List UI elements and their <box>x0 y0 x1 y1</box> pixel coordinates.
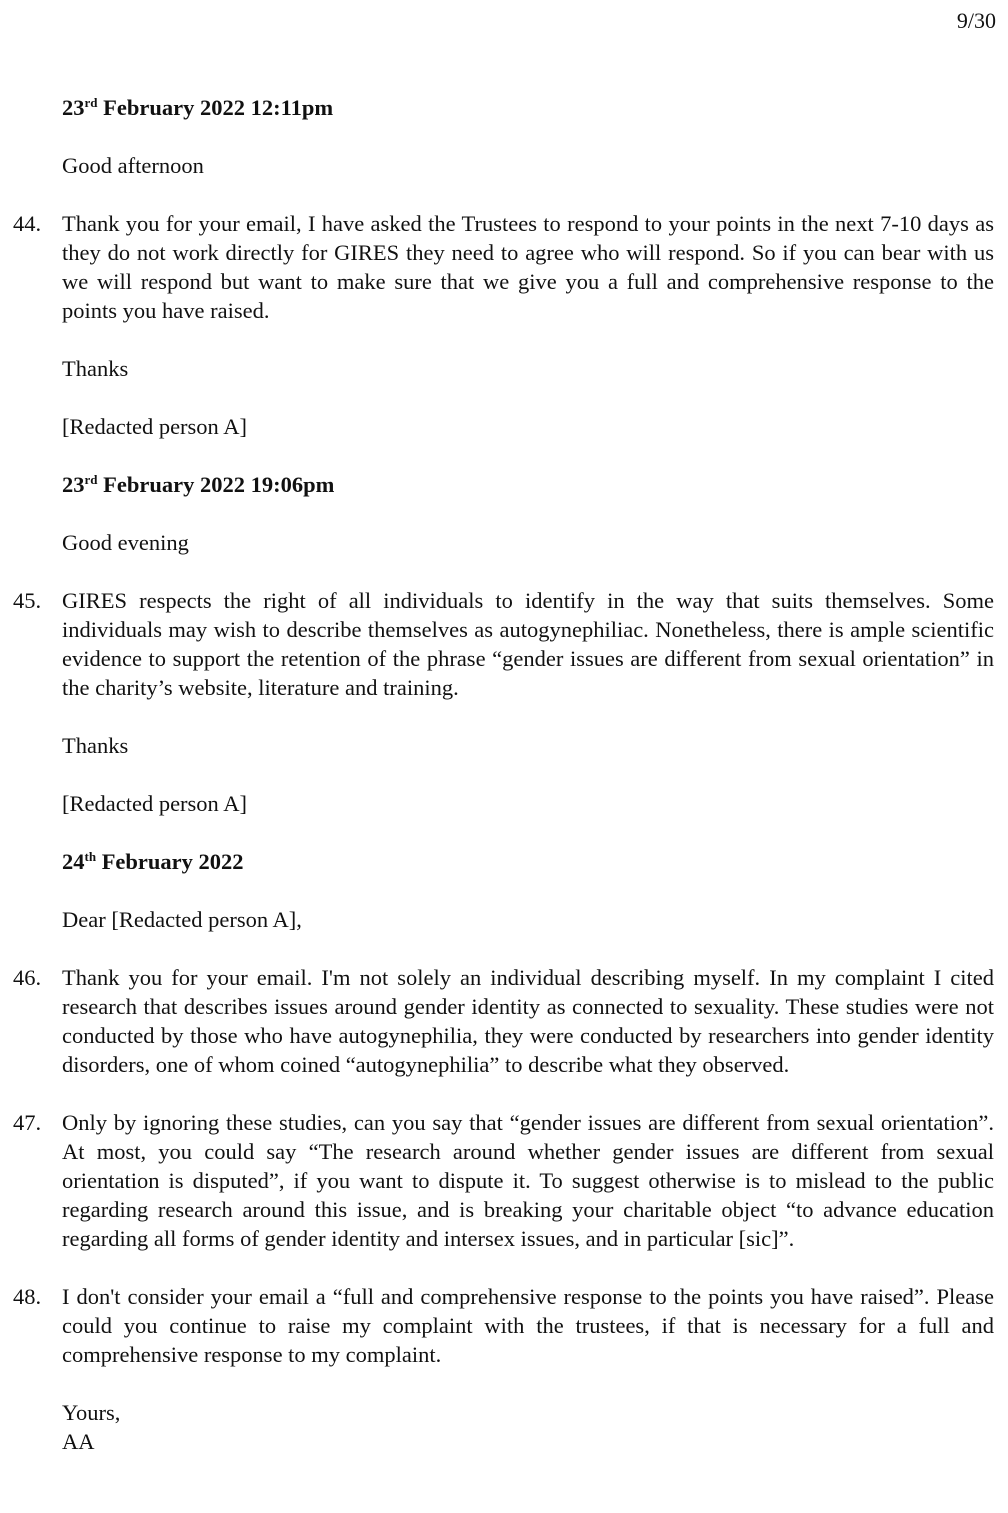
email-greeting: Good afternoon <box>62 153 204 178</box>
email-signature: [Redacted person A] <box>62 791 247 816</box>
email-date-heading: 24th February 2022 <box>62 849 244 874</box>
paragraph-number: 44. <box>13 211 42 236</box>
numbered-paragraph <box>0 209 1008 325</box>
paragraph-number: 45. <box>13 588 42 613</box>
email-closing: Yours, <box>62 1400 121 1425</box>
numbered-paragraph <box>0 963 1008 1079</box>
email-signature: AA <box>62 1429 95 1454</box>
email-thanks: Thanks <box>62 733 129 758</box>
paragraph-text: Thank you for your email, I have asked the Trustees to respond to your points in the next 7-10 days as they do not work directly for GIRES they need to agree who will respond. So if you can bear with us we will respond but want to make sure that we give you a full and comprehensive response to the points you have raised. <box>62 211 994 323</box>
paragraph-number: 48. <box>13 1284 42 1309</box>
document-body <box>0 93 1008 1456</box>
numbered-paragraph <box>0 586 1008 702</box>
page-number: 9/30 <box>956 8 996 33</box>
email-signature: [Redacted person A] <box>62 414 247 439</box>
email-date-heading: 23rd February 2022 19:06pm <box>62 472 335 497</box>
paragraph-text: I don't consider your email a “full and comprehensive response to the points you have raised”. Please could you continue to raise my complaint with the trustees, if that is necessary for a full and comprehensive response to my complaint. <box>62 1284 994 1367</box>
paragraph-text: Only by ignoring these studies, can you say that “gender issues are different from sexual orientation”. At most, you could say “The research around whether gender issues are different from sexual orientation is disputed”, if you want to dispute it. To suggest otherwise is to mislead to the public regarding research around this issue, and is breaking your charitable object “to advance education regarding all forms of gender identity and intersex issues, and in particular [sic]”. <box>62 1110 994 1251</box>
email-greeting: Dear [Redacted person A], <box>62 907 302 932</box>
email-greeting: Good evening <box>62 530 189 555</box>
paragraph-number: 46. <box>13 965 42 990</box>
email-date-heading: 23rd February 2022 12:11pm <box>62 95 334 120</box>
paragraph-number: 47. <box>13 1110 42 1135</box>
paragraph-text: GIRES respects the right of all individuals to identify in the way that suits themselves. Some individuals may wish to describe themselves as autogynephiliac. Nonetheless, there is ample scientific evidence to support the retention of the phrase “gender issues are different from sexual orientation” in the charity’s website, literature and training. <box>62 588 994 700</box>
numbered-paragraph <box>0 1282 1008 1369</box>
numbered-paragraph <box>0 1108 1008 1253</box>
paragraph-text: Thank you for your email. I'm not solely an individual describing myself. In my complaint I cited research that describes issues around gender identity as connected to sexuality. These studies were not conducted by those who have autogynephilia, they were conducted by researchers into gender identity disorders, one of whom coined “autogynephilia” to describe what they observed. <box>62 965 994 1077</box>
email-thanks: Thanks <box>62 356 129 381</box>
